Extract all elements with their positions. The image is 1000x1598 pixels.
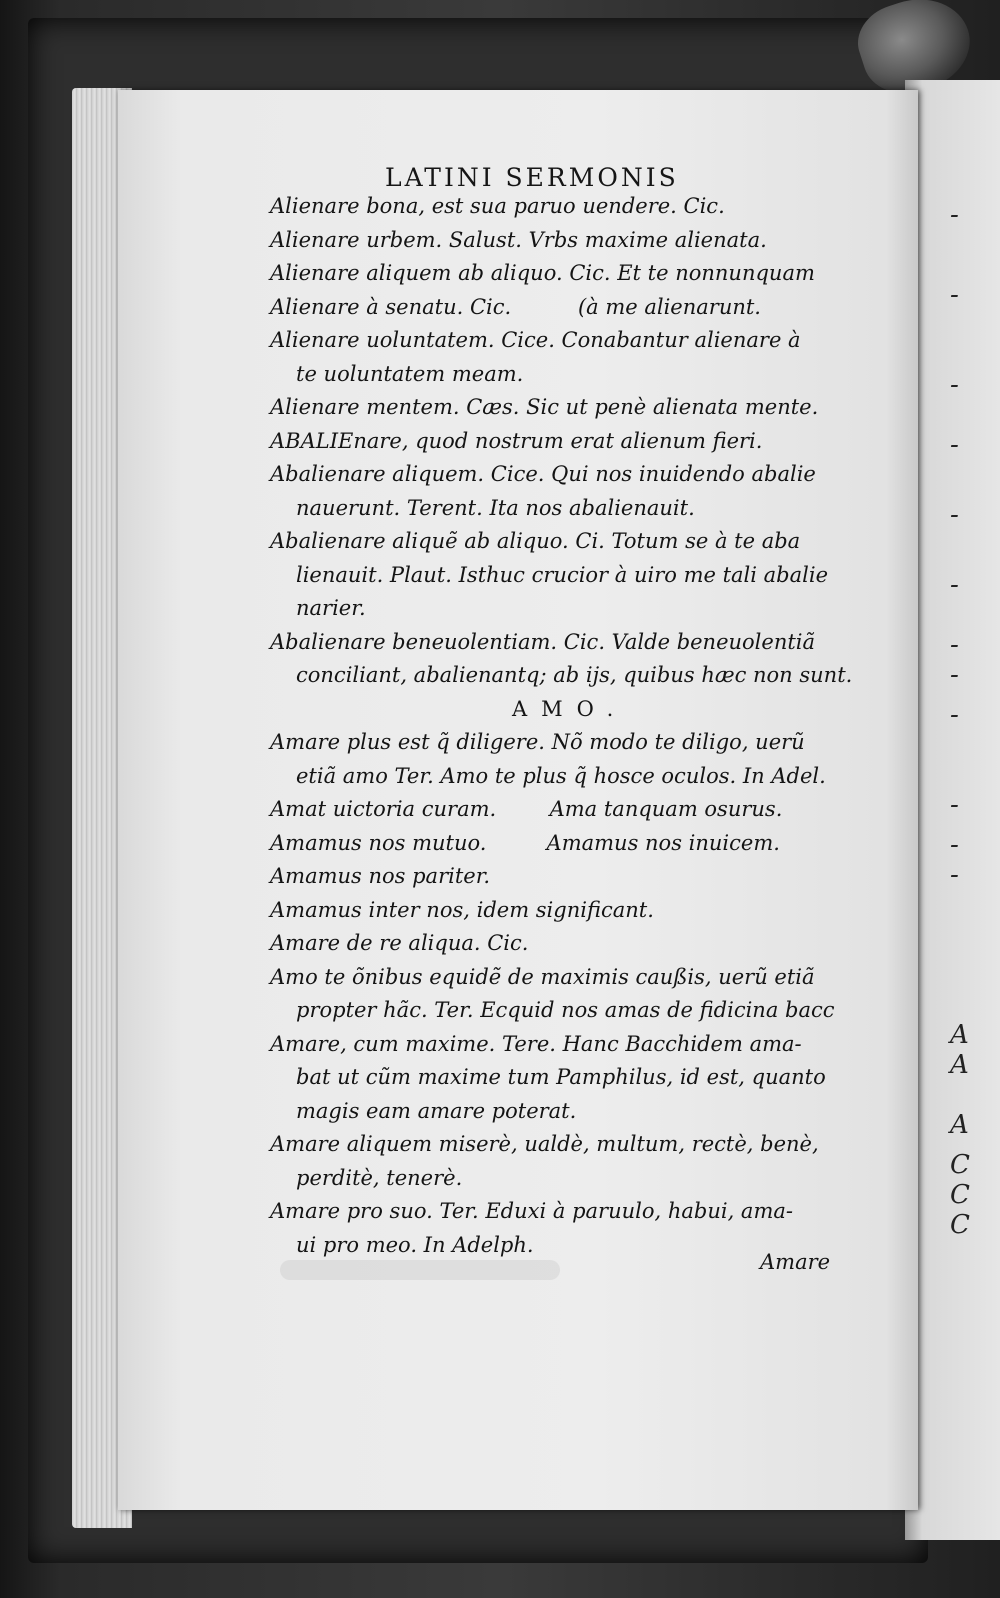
catchword: Amare — [760, 1250, 831, 1274]
text-line: Amamus inter nos, idem significant. — [270, 897, 654, 922]
running-head: LATINI SERMONIS — [385, 163, 679, 192]
text-line: perditè, tenerè. — [296, 1165, 463, 1190]
text-line: etiã amo Ter. Amo te plus q̃ hosce oculos. In Adel. — [296, 763, 826, 788]
facing-page-mark: - — [950, 860, 959, 890]
facing-page-mark: A — [950, 1020, 969, 1050]
text-line: Amamus nos pariter. — [270, 864, 491, 888]
text-line: Amare pro suo. Ter. Eduxi à paruulo, habui, ama- — [270, 1199, 793, 1223]
text-line: magis eam amare poterat. — [296, 1098, 577, 1123]
text-line: Alienare à senatu. Cic. (à me alienarunt. — [270, 294, 761, 319]
text-line: Amare de re aliqua. Cic. — [270, 931, 529, 955]
text-line: ABALIEnare, quod nostrum erat alienum fieri. — [270, 428, 763, 453]
text-line: Abalienare beneuolentiam. Cic. Valde beneuolentiã — [270, 629, 816, 654]
text-line: Alienare urbem. Salust. Vrbs maxime alienata. — [270, 227, 767, 252]
text-line: Amare aliquem miserè, ualdè, multum, rectè, benè, — [270, 1132, 819, 1156]
facing-page-mark: C — [950, 1150, 970, 1180]
text-line: Amare, cum maxime. Tere. Hanc Bacchidem ama- — [270, 1031, 802, 1056]
text-line: Alienare aliquem ab aliquo. Cic. Et te nonnunquam — [270, 261, 815, 285]
facing-page-mark: - — [950, 830, 959, 860]
facing-page-mark: C — [950, 1210, 970, 1240]
section-heading: AMO. — [512, 696, 628, 721]
text-line: ui pro meo. In Adelph. — [296, 1232, 534, 1257]
facing-page-mark: - — [950, 660, 959, 690]
text-line: Alienare bona, est sua paruo uendere. Cic. — [270, 194, 725, 218]
text-line: Amare plus est q̃ diligere. Nõ modo te diligo, uerũ — [270, 730, 805, 754]
text-line: Alienare mentem. Cæs. Sic ut penè alienata mente. — [270, 395, 819, 419]
facing-page-mark: - — [950, 280, 959, 310]
text-line: narier. — [296, 596, 366, 620]
text-line: Abalienare aliquem. Cice. Qui nos inuidendo abalie — [270, 462, 816, 486]
text-line: lienauit. Plaut. Isthuc crucior à uiro me tali abalie — [296, 562, 828, 587]
text-line: conciliant, abalienantq; ab ijs, quibus hæc non sunt. — [296, 663, 853, 687]
facing-page-mark: A — [950, 1110, 969, 1140]
text-line: bat ut cũm maxime tum Pamphilus, id est, quanto — [296, 1065, 826, 1089]
facing-page-marks — [950, 0, 1000, 1598]
facing-page-mark: - — [950, 700, 959, 730]
facing-page-mark: - — [950, 500, 959, 530]
dictionary-text-block — [270, 190, 870, 1262]
facing-page-mark: - — [950, 790, 959, 820]
ink-smudge — [280, 1260, 560, 1280]
facing-page-mark: C — [950, 1180, 970, 1210]
facing-page-mark: - — [950, 370, 959, 400]
facing-page-mark: A — [950, 1050, 969, 1080]
facing-page-mark: - — [950, 430, 959, 460]
text-line: Alienare uoluntatem. Cice. Conabantur alienare à — [270, 328, 801, 352]
text-line: Amat uictoria curam. Ama tanquam osurus. — [270, 797, 783, 821]
facing-page-mark: - — [950, 200, 959, 230]
facing-page-mark: - — [950, 630, 959, 660]
text-line: Abalienare aliquẽ ab aliquo. Ci. Totum se à te aba — [270, 529, 801, 553]
facing-page-mark: - — [950, 570, 959, 600]
text-line: Amo te õnibus equidẽ de maximis caußis, uerũ etiã — [270, 964, 815, 989]
text-line: nauerunt. Terent. Ita nos abalienauit. — [296, 495, 695, 520]
text-line: propter hãc. Ter. Ecquid nos amas de fidicina bacc — [296, 998, 835, 1022]
text-line: Amamus nos mutuo. Amamus nos inuicem. — [270, 830, 780, 855]
text-line: te uoluntatem meam. — [296, 361, 524, 386]
